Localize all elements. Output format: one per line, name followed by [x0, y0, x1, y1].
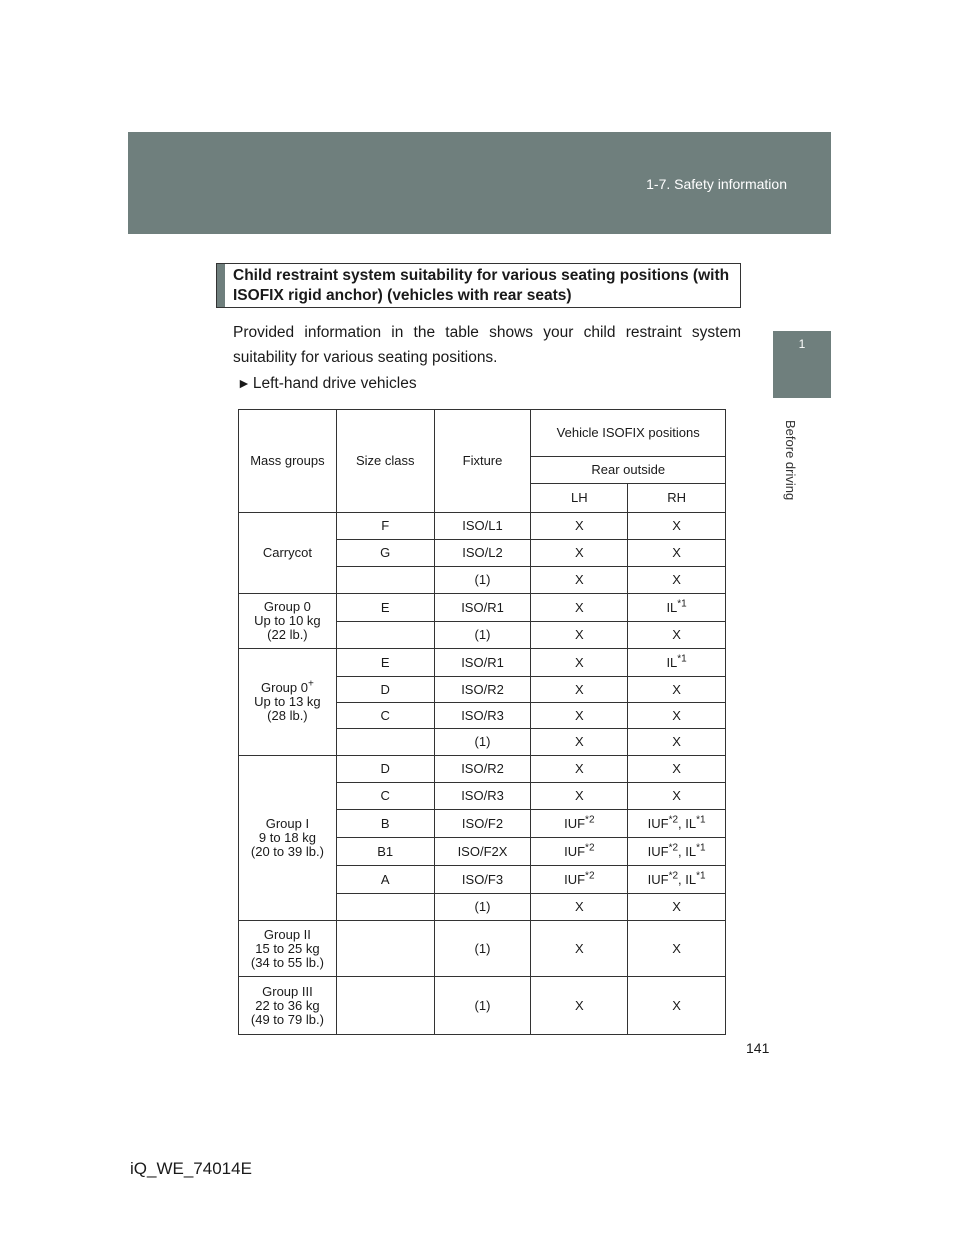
cell-lh: X — [531, 649, 628, 677]
cell-rh: X — [628, 921, 726, 977]
table-row — [239, 756, 726, 783]
header-fixture: Fixture — [434, 410, 531, 513]
cell-fixture: (1) — [434, 729, 531, 756]
cell-rh: X — [628, 756, 726, 783]
cell-size: E — [336, 594, 434, 622]
cell-size: G — [336, 540, 434, 567]
cell-fixture: (1) — [434, 977, 531, 1035]
cell-fixture: ISO/F2 — [434, 810, 531, 838]
cell-fixture: ISO/L1 — [434, 513, 531, 540]
page-number: 141 — [746, 1040, 770, 1056]
cell-lh: X — [531, 977, 628, 1035]
cell-rh: IL$^{*1}$ — [628, 649, 726, 677]
group-carrycot: Carrycot — [239, 513, 337, 594]
group-0-plus: Group 0+ Up to 13 kg (28 lb.) — [239, 649, 337, 756]
cell-lh: X — [531, 921, 628, 977]
cell-rh: X — [628, 729, 726, 756]
header-rh: RH — [628, 484, 726, 513]
cell-lh: X — [531, 703, 628, 729]
cell-lh: X — [531, 677, 628, 703]
cell-size: E — [336, 649, 434, 677]
cell-fixture: ISO/R3 — [434, 703, 531, 729]
cell-fixture: (1) — [434, 921, 531, 977]
section-heading — [216, 263, 741, 308]
cell-size — [336, 729, 434, 756]
cell-lh: IUF$^{*2}$ — [531, 866, 628, 894]
bullet-text: Left-hand drive vehicles — [252, 375, 417, 392]
cell-rh: X — [628, 703, 726, 729]
cell-size — [336, 622, 434, 649]
group-1: Group I 9 to 18 kg (20 to 39 lb.) — [239, 756, 337, 921]
heading-text: Child restraint system suitability for various seating positions (with ISOFIX rigid anchor) (vehicles with rear seats) — [233, 267, 730, 304]
cell-rh: X — [628, 977, 726, 1035]
suitability-table — [238, 409, 726, 1035]
cell-size — [336, 894, 434, 921]
cell-rh: X — [628, 513, 726, 540]
table-row — [239, 977, 726, 1035]
cell-lh: X — [531, 594, 628, 622]
cell-fixture: ISO/R2 — [434, 756, 531, 783]
document-code: iQ_WE_74014E — [130, 1159, 252, 1178]
cell-lh: X — [531, 756, 628, 783]
cell-size: C — [336, 703, 434, 729]
cell-fixture: ISO/L2 — [434, 540, 531, 567]
chapter-label: Before driving — [783, 420, 798, 501]
cell-lh: X — [531, 783, 628, 810]
cell-size — [336, 921, 434, 977]
cell-rh: IUF$^{*2}$, IL$^{*1}$ — [628, 866, 726, 894]
cell-fixture: ISO/F2X — [434, 838, 531, 866]
header-size-class: Size class — [336, 410, 434, 513]
cell-lh: IUF$^{*2}$ — [531, 838, 628, 866]
cell-fixture: (1) — [434, 567, 531, 594]
header-mass-groups: Mass groups — [239, 410, 337, 513]
table-header-row — [239, 410, 726, 457]
cell-lh: X — [531, 622, 628, 649]
cell-lh: X — [531, 894, 628, 921]
table-row — [239, 594, 726, 622]
cell-rh: X — [628, 622, 726, 649]
header-vehicle-positions: Vehicle ISOFIX positions — [531, 410, 726, 457]
cell-fixture: ISO/R3 — [434, 783, 531, 810]
table-row — [239, 921, 726, 977]
cell-size: C — [336, 783, 434, 810]
cell-size: D — [336, 756, 434, 783]
cell-size: B — [336, 810, 434, 838]
table-row — [239, 513, 726, 540]
cell-fixture: ISO/R1 — [434, 594, 531, 622]
chapter-tab: 1 — [773, 331, 831, 398]
cell-lh: IUF$^{*2}$ — [531, 810, 628, 838]
cell-rh: X — [628, 894, 726, 921]
cell-size: B1 — [336, 838, 434, 866]
section-title: 1-7. Safety information — [646, 176, 787, 192]
cell-rh: IL$^{*1}$ — [628, 594, 726, 622]
header-rear-outside: Rear outside — [531, 457, 726, 484]
cell-fixture: ISO/R2 — [434, 677, 531, 703]
group-2: Group II 15 to 25 kg (34 to 55 lb.) — [239, 921, 337, 977]
table-row — [239, 649, 726, 677]
cell-size — [336, 977, 434, 1035]
triangle-bullet-icon: ► — [237, 375, 251, 391]
cell-fixture: ISO/R1 — [434, 649, 531, 677]
cell-size: D — [336, 677, 434, 703]
cell-size — [336, 567, 434, 594]
cell-lh: X — [531, 540, 628, 567]
cell-rh: X — [628, 783, 726, 810]
bullet-item — [237, 375, 417, 393]
header-band — [128, 132, 831, 234]
cell-rh: X — [628, 567, 726, 594]
cell-fixture: (1) — [434, 894, 531, 921]
cell-lh: X — [531, 513, 628, 540]
cell-size: F — [336, 513, 434, 540]
cell-rh: IUF$^{*2}$, IL$^{*1}$ — [628, 810, 726, 838]
cell-lh: X — [531, 567, 628, 594]
group-0: Group 0 Up to 10 kg (22 lb.) — [239, 594, 337, 649]
cell-fixture: (1) — [434, 622, 531, 649]
cell-rh: X — [628, 677, 726, 703]
cell-lh: X — [531, 729, 628, 756]
intro-paragraph: Provided information in the table shows your child restraint system suitability for various seating positions. — [233, 324, 741, 366]
cell-fixture: ISO/F3 — [434, 866, 531, 894]
cell-rh: X — [628, 540, 726, 567]
cell-size: A — [336, 866, 434, 894]
header-lh: LH — [531, 484, 628, 513]
cell-rh: IUF$^{*2}$, IL$^{*1}$ — [628, 838, 726, 866]
group-3: Group III 22 to 36 kg (49 to 79 lb.) — [239, 977, 337, 1035]
heading-accent-bar — [217, 264, 225, 307]
